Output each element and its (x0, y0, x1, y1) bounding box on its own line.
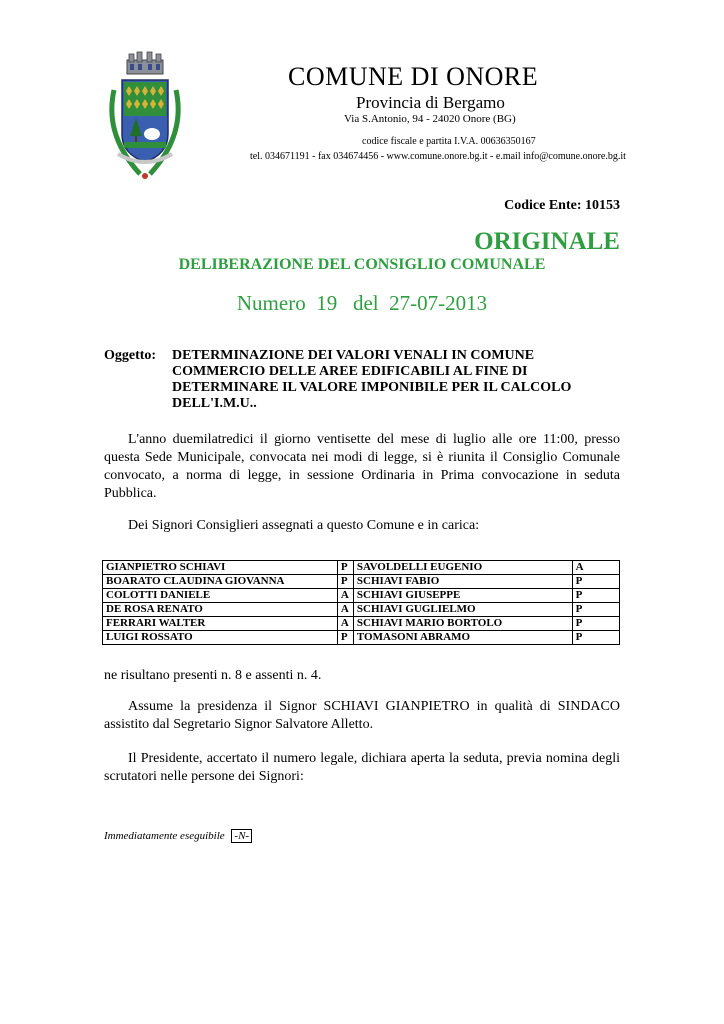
table-row (103, 631, 620, 645)
table-row (103, 561, 620, 575)
councillor-name: SAVOLDELLI EUGENIO (353, 561, 572, 575)
attendance-mark: P (572, 603, 619, 617)
attendance-mark: A (337, 589, 353, 603)
councillor-name: GIANPIETRO SCHIAVI (103, 561, 338, 575)
councillor-name: SCHIAVI FABIO (353, 575, 572, 589)
table-row (103, 575, 620, 589)
deliberation-date: 27-07-2013 (389, 291, 488, 315)
attendance-mark: P (337, 561, 353, 575)
numero-value: 19 (316, 291, 338, 315)
attendance-mark: A (572, 561, 619, 575)
tax-code: codice fiscale e partita I.V.A. 00636350167 (362, 136, 536, 147)
table-row (103, 617, 620, 631)
president-paragraph: Il Presidente, accertato il numero legale, dichiara aperta la seduta, previa nomina degli scrutatori nelle persone dei Signori: (104, 751, 620, 784)
attendance-mark: A (337, 617, 353, 631)
councillor-name: BOARATO CLAUDINA GIOVANNA (103, 575, 338, 589)
codice-ente: Codice Ente: 10153 (504, 198, 620, 213)
intro-paragraph: L'anno duemilatredici il giorno ventisette del mese di luglio alle ore 11:00, presso questa Sede Municipale, convocata nei modi di legge, si è riunita il Consiglio Comunale convocato, a norma di legge, in sessione Ordinaria in Prima convocazione in seduta Pubblica. (104, 432, 620, 501)
attendance-mark: P (572, 589, 619, 603)
councillor-name: DE ROSA RENATO (103, 603, 338, 617)
coat-of-arms-icon (100, 50, 190, 185)
councillor-name: SCHIAVI GUGLIELMO (353, 603, 572, 617)
del-label: del (352, 291, 379, 315)
councillor-name: TOMASONI ABRAMO (353, 631, 572, 645)
contact-info: tel. 034671191 - fax 034674456 - www.comune.onore.bg.it - e.mail info@comune.onore.bg.it (250, 151, 626, 162)
councillor-name: LUIGI ROSSATO (103, 631, 338, 645)
deliberation-number (0, 291, 724, 316)
province-name: Provincia di Bergamo (356, 93, 505, 112)
document-status: ORIGINALE (474, 228, 620, 255)
oggetto-label: Oggetto: (104, 348, 157, 363)
councillor-name: COLOTTI DANIELE (103, 589, 338, 603)
consiglieri-table (102, 560, 620, 645)
councillor-name: SCHIAVI MARIO BORTOLO (353, 617, 572, 631)
attendance-mark: P (337, 575, 353, 589)
municipality-address: Via S.Antonio, 94 - 24020 Onore (BG) (344, 113, 516, 125)
table-row (103, 589, 620, 603)
municipality-title: COMUNE DI ONORE (288, 62, 539, 91)
deliberation-type: DELIBERAZIONE DEL CONSIGLIO COMUNALE (178, 256, 546, 273)
attendance-mark: P (572, 617, 619, 631)
presidency-paragraph: Assume la presidenza il Signor SCHIAVI GIANPIETRO in qualità di SINDACO assistito dal Segretario Signor Salvatore Alletto. (104, 699, 620, 732)
consiglieri-intro: Dei Signori Consiglieri assegnati a questo Comune e in carica: (128, 518, 480, 533)
immediate-execution-label: Immediatamente eseguibile (104, 830, 225, 842)
numero-label: Numero (236, 291, 306, 315)
councillor-name: SCHIAVI GIUSEPPE (353, 589, 572, 603)
immediate-execution (104, 829, 252, 843)
attendance-mark: P (572, 631, 619, 645)
attendance-mark: P (572, 575, 619, 589)
immediate-execution-value: -N- (231, 829, 252, 843)
oggetto-text: DETERMINAZIONE DEI VALORI VENALI IN COMUNE COMMERCIO DELLE AREE EDIFICABILI AL FINE DI DETERMINARE IL VALORE IMPONIBILE PER IL CALCOLO DELL'I.M.U.. (172, 348, 572, 411)
attendance-mark: P (337, 631, 353, 645)
attendance-summary: ne risultano presenti n. 8 e assenti n. 4. (104, 668, 322, 683)
councillor-name: FERRARI WALTER (103, 617, 338, 631)
table-row (103, 603, 620, 617)
attendance-mark: A (337, 603, 353, 617)
